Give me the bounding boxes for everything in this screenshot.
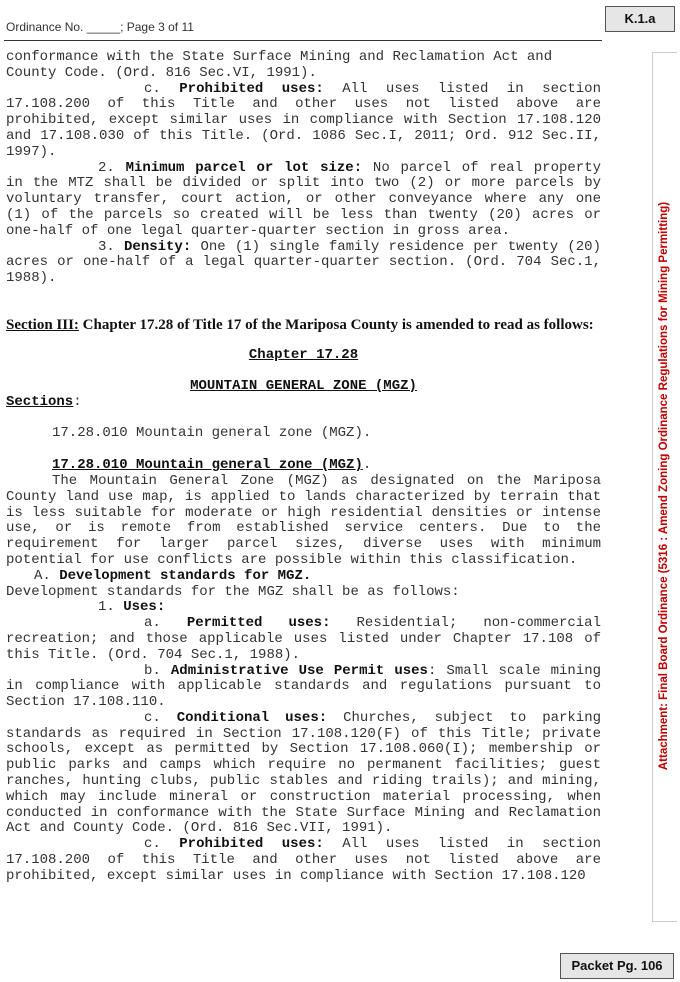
paragraph-prohibited-uses-mtz bbox=[6, 82, 601, 161]
uses-heading bbox=[6, 600, 601, 616]
attachment-tag: K.1.a bbox=[605, 6, 675, 32]
chapter-title bbox=[6, 348, 601, 364]
item-label: 2. bbox=[98, 159, 126, 176]
item-label: A. bbox=[34, 567, 60, 584]
sections-colon: : bbox=[73, 393, 82, 410]
chapter-title-text: Chapter 17.28 bbox=[248, 346, 359, 363]
standards-intro: Development standards for the MGZ shall be as follows: bbox=[6, 583, 460, 600]
item-heading: Conditional uses: bbox=[176, 709, 328, 726]
item-text: No parcel of real property in the MTZ shall be divided or split into two (2) or more parcels by voluntary transfer, court action, or other conveyance where any one (1) of the parcels so created will be less than twenty (20) acres or one-half of one legal quarter-quarter section in gross area. bbox=[6, 159, 601, 239]
subsection-heading-text: 17.28.010 Mountain general zone (MGZ) bbox=[52, 457, 363, 474]
item-heading: Permitted uses: bbox=[186, 615, 331, 632]
item-heading: Prohibited uses: bbox=[179, 836, 324, 853]
standards-heading bbox=[6, 569, 601, 585]
ordinance-page-header: Ordinance No. _____; Page 3 of 11 bbox=[6, 20, 194, 34]
item-label: c. bbox=[144, 709, 177, 726]
item-heading: Density: bbox=[124, 238, 192, 255]
toc-item-text: 17.28.010 Mountain general zone (MGZ). bbox=[52, 425, 372, 442]
item-heading: Uses: bbox=[123, 599, 166, 616]
item-text: All uses listed in section 17.108.200 of this Title and other uses not listed above are prohibited, except similar uses in compliance with Section 17.108.120 and 17.108.030 of this Title. (Ord. 1086 Sec.I, 2011; Ord. 912 Sec.II, 1997). bbox=[6, 80, 601, 160]
paragraph-prohibited-uses-mgz bbox=[6, 837, 601, 884]
item-heading: Development standards for MGZ. bbox=[59, 567, 312, 584]
subsection-heading bbox=[6, 458, 601, 474]
item-heading: Minimum parcel or lot size: bbox=[125, 159, 363, 176]
zone-title bbox=[6, 379, 601, 395]
sections-label bbox=[6, 395, 601, 411]
paragraph-permitted-uses bbox=[6, 616, 601, 663]
item-heading: Prohibited uses: bbox=[179, 80, 324, 97]
paragraph-minimum-parcel bbox=[6, 161, 601, 240]
paragraph-conditional-uses bbox=[6, 711, 601, 837]
paragraph-mgz-intro: The Mountain General Zone (MGZ) as designated on the Mariposa County land use map, is applied to lands characterized by terrain that is less suitable for moderate or high residential densities or intense use, or is remote from established service centers. Due to the requirement for larger parcel sizes, diverse uses with minimum potential for use conflicts are possible within this classification. bbox=[6, 472, 601, 568]
item-text: Residential; non-commercial recreation; and those applicable uses listed under Chapter 17.108 of this Title. (Ord. 704 Sec.1, 1988). bbox=[6, 615, 601, 663]
zone-title-text: MOUNTAIN GENERAL ZONE (MGZ) bbox=[190, 377, 417, 394]
item-text: One (1) single family residence per twenty (20) acres or one-half of a legal quarter-quarter section. (Ord. 704 Sec.1, 1988). bbox=[6, 238, 601, 287]
section-heading bbox=[6, 317, 601, 334]
item-label: 3. bbox=[98, 238, 125, 255]
item-text: Churches, subject to parking standards as required in Section 17.108.120(F) of this Title; private schools, except as permitted by Section 17.108.060(I); membership or public parks and camps which require no permanent facilities; guest ranches, hunting clubs, public stables and riding trails); and mining, which may include mineral or construction material processing, when conducted in conformance with the State Surface Mining and Reclamation Act and County Code. (Ord. 816 Sec.VII, 1991). bbox=[6, 709, 602, 837]
header-rule bbox=[4, 40, 602, 41]
item-text: All uses listed in section 17.108.200 of this Title and other uses not listed above are prohibited, except similar uses in compliance with Section 17.108.120 bbox=[6, 836, 601, 884]
paragraph-density bbox=[6, 240, 601, 287]
paragraph-admin-use-permit bbox=[6, 664, 601, 711]
attachment-sidebar-label: Attachment: Final Board Ordinance (5316 : Amend Zoning Ordinance Regulations for Mining Permitting) bbox=[658, 201, 670, 771]
section-text: Chapter 17.28 of Title 17 of the Mariposa County is amended to read as follows: bbox=[78, 316, 594, 333]
item-label: b. bbox=[144, 662, 171, 679]
item-label: a. bbox=[144, 615, 187, 632]
sections-label-text: Sections bbox=[6, 393, 74, 410]
item-label: 1. bbox=[98, 599, 124, 616]
subsection-heading-period: . bbox=[362, 457, 372, 474]
item-label: c. bbox=[144, 80, 180, 97]
packet-page-label: Packet Pg. 106 bbox=[560, 953, 674, 979]
item-heading: Administrative Use Permit uses bbox=[170, 662, 428, 679]
paragraph-continuation: conformance with the State Surface Mining and Reclamation Act and County Code. (Ord. 816 Sec.VI, 1991). bbox=[6, 49, 553, 81]
section-label: Section III: bbox=[6, 316, 79, 333]
document-body bbox=[6, 50, 601, 885]
item-label: c. bbox=[144, 836, 180, 853]
toc-item bbox=[6, 426, 601, 442]
item-text: : Small scale mining in compliance with applicable standards and regulations pursuant to Section 17.108.110. bbox=[6, 662, 601, 711]
